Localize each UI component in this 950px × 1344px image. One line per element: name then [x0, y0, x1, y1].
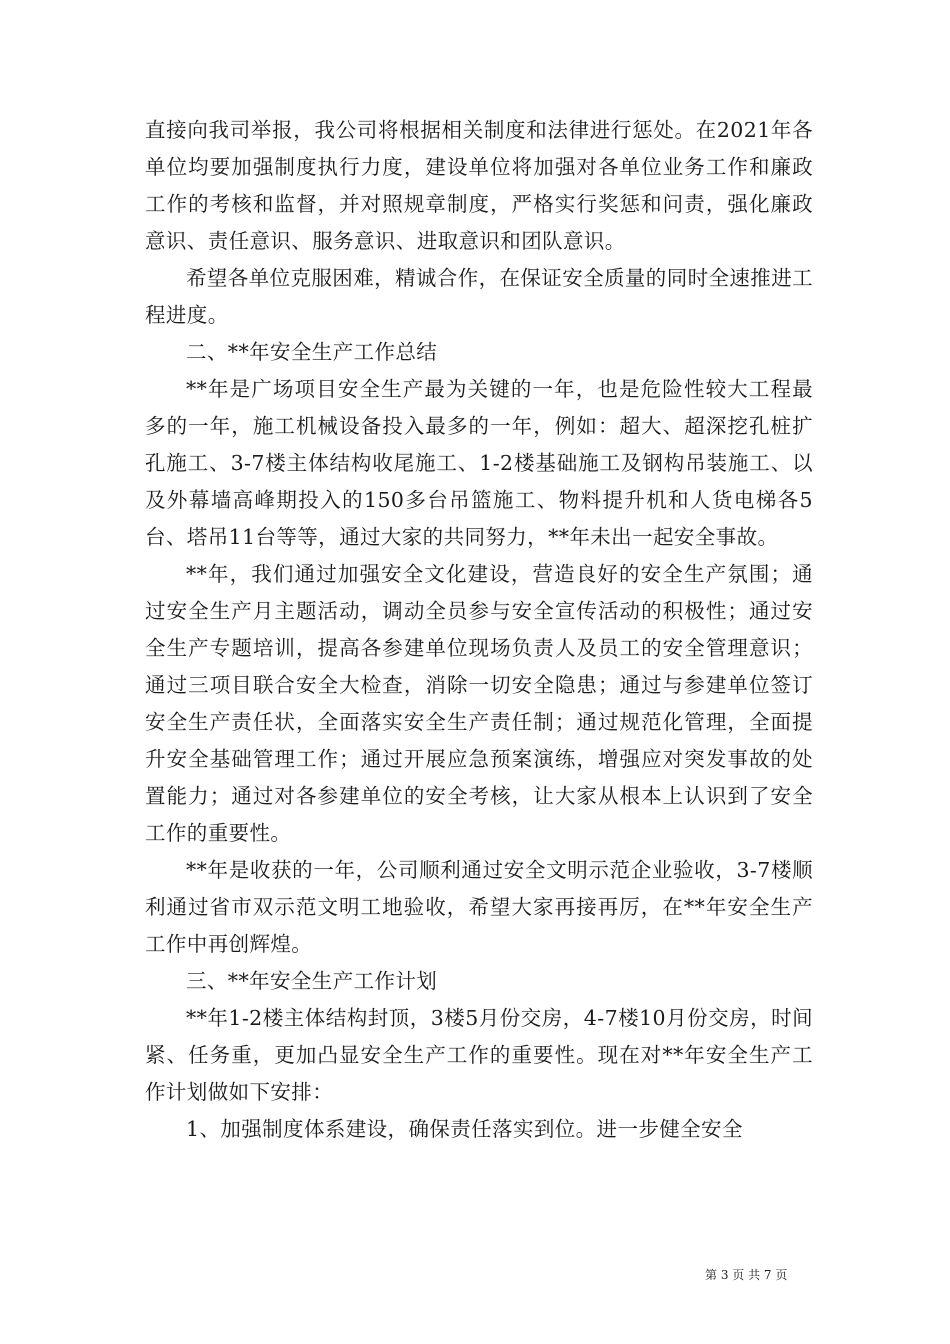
paragraph-6: **年1-2楼主体结构封顶，3楼5月份交房，4-7楼10月份交房，时间紧、任务重，更加凸显安全生产工作的重要性。现在对**年安全生产工作计划做如下安排： — [145, 1006, 813, 1104]
section-heading-3: 三、**年安全生产工作计划 — [186, 969, 438, 993]
paragraph-1: 直接向我司举报，我公司将根据相关制度和法律进行惩处。在2021年各单位均要加强制度执行力度，建设单位将加强对各单位业务工作和廉政工作的考核和监督，并对照规章制度，严格实行奖惩和问责，强化廉政意识、责任意识、服务意识、进取意识和团队意识。 — [145, 118, 813, 253]
paragraph-5: **年是收获的一年，公司顺利通过安全文明示范企业验收，3-7楼顺利通过省市双示范文明工地验收，希望大家再接再厉，在**年安全生产工作中再创辉煌。 — [145, 858, 813, 956]
paragraph-2: 希望各单位克服困难，精诚合作，在保证安全质量的同时全速推进工程进度。 — [145, 266, 813, 327]
paragraph-7: 1、加强制度体系建设，确保责任落实到位。进一步健全安全 — [186, 1117, 743, 1141]
section-heading-2: 二、**年安全生产工作总结 — [186, 340, 438, 364]
paragraph-3: **年是广场项目安全生产最为关键的一年，也是危险性较大工程最多的一年，施工机械设备投入最多的一年，例如：超大、超深挖孔桩扩孔施工、3-7楼主体结构收尾施工、1-2楼基础施工及钢构吊装施工、以及外幕墙高峰期投入的150多台吊篮施工、物料提升机和人货电梯各5台、塔吊11台等等，通过大家的共同努力，**年未出一起安全事故。 — [145, 377, 813, 549]
paragraph-4: **年，我们通过加强安全文化建设，营造良好的安全生产氛围；通过安全生产月主题活动，调动全员参与安全宣传活动的积极性；通过安全生产专题培训，提高各参建单位现场负责人及员工的安全管理意识；通过三项目联合安全大检查，消除一切安全隐患；通过与参建单位签订安全生产责任状，全面落实安全生产责任制；通过规范化管理，全面提升安全基础管理工作；通过开展应急预案演练，增强应对突发事故的处置能力；通过对各参建单位的安全考核，让大家从根本上认识到了安全工作的重要性。 — [145, 562, 813, 845]
document-body — [145, 112, 813, 1148]
page-number-footer: 第 3 页 共 7 页 — [705, 1268, 788, 1282]
